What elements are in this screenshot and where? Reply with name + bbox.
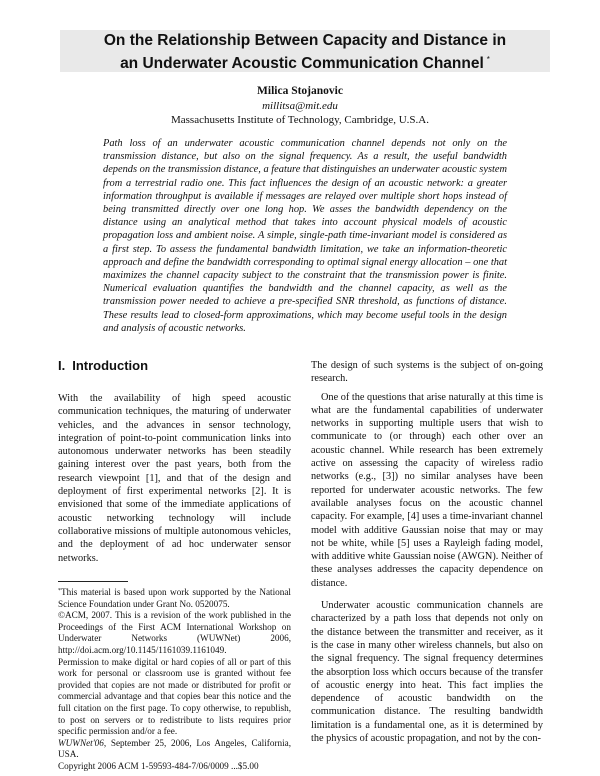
title-line-2: an Underwater Acoustic Communication Channel bbox=[120, 54, 484, 72]
intro-paragraph-continued: The design of such systems is the subject of on-going research. bbox=[311, 360, 543, 385]
footnote-rule bbox=[58, 581, 128, 582]
section-title: Introduction bbox=[72, 358, 149, 373]
section-heading bbox=[58, 358, 148, 373]
footnote-venue: WUWNet'06, September 25, 2006, Los Angeles, California, USA. bbox=[58, 737, 291, 760]
footnote-copyright: Copyright 2006 ACM 1-59593-484-7/06/0009 ...$5.00 bbox=[58, 760, 259, 771]
section-number: I. bbox=[58, 358, 66, 373]
author-name: Milica Stojanovic bbox=[257, 85, 343, 97]
title-footnote-mark: * bbox=[486, 54, 490, 64]
footnote-support: *This material is based upon work supported by the National Science Foundation under Grant No. 0520075. bbox=[58, 587, 291, 609]
author-email: millitsa@mit.edu bbox=[262, 100, 338, 112]
left-column bbox=[58, 392, 291, 565]
footnotes bbox=[58, 586, 291, 773]
footnote-revision: ©ACM, 2007. This is a revision of the work published in the Proceedings of the First ACM International Workshop on Underwater Networks (WUWNet) 2006, http://doi.acm.org/10.1145/1161039.1161049. bbox=[58, 610, 291, 655]
footnote-permission: Permission to make digital or hard copies of all or part of this work for personal or classroom use is granted without fee provided that copies are not made or distributed for profit or commercial advantage and that copies bear this notice and the full citation on the first page. To copy otherwise, to republish, to post on servers or to redistribute to lists requires prior specific permission and/or a fee. bbox=[58, 656, 291, 737]
abstract: Path loss of an underwater acoustic communication channel depends not only on the transmission distance, but also on the signal frequency. As a result, the useful bandwidth depends on the transmission distance, a feature that distinguishes an underwater acoustic system from a terrestrial radio one. This fact influences the design of an acoustic network: a greater information throughput is available if messages are relayed over multiple short hops instead of being transmitted directly over one long hop. We asses the bandwidth dependency on the distance using an analytical method that takes into account physical models of acoustic propagation loss and ambient noise. A simple, single-path time-invariant model is considered as a first step. To assess the fundamental bandwidth limitation, we take an information-theoretic approach and define the bandwidth corresponding to optimal signal energy allocation – one that maximizes the channel capacity subject to the constraint that the transmission power is finite. Numerical evaluation quantifies the bandwidth and the channel capacity, as well as the transmission power needed to achieve a pre-specified SNR threshold, as functions of distance. These results lead to closed-form approximations, which may become useful tools in the design and analysis of acoustic networks. bbox=[103, 138, 507, 334]
author-affiliation: Massachusetts Institute of Technology, Cambridge, U.S.A. bbox=[170, 114, 429, 126]
footnote-mark: * bbox=[58, 588, 61, 594]
paper-title bbox=[60, 32, 550, 73]
intro-paragraph-2: One of the questions that arise naturally at this time is what are the fundamental capabilities of underwater networks in supporting multiple users that wish to communicate to (or through) each other over an acoustic channel. While research has been extremely active on assessing the capacity of wireless radio networks (e.g., [3]) no similar analyses have been reported for underwater acoustic networks. The few available analyses focus on the acoustic channel capacity. For example, [4] uses a time-invariant channel model with additive Gaussian noise that may or may not be white, while [5] uses a Rayleigh fading model, with additive white Gaussian noise (AWGN). Neither of these analyses addresses the capacity dependence on distance. bbox=[311, 391, 543, 589]
intro-paragraph-3: Underwater acoustic communication channels are characterized by a path loss that depends not only on the distance between the transmitter and receiver, as it is the case in many other wireless channels, but also on the signal frequency. The signal frequency determines the absorption loss which occurs because of the transfer of acoustic energy into heat. This fact implies the dependence of acoustic bandwidth on the communication distance. The resulting bandwidth limitation is a fundamental one, as it is determined by the physics of acoustic propagation, and not by the con- bbox=[311, 600, 543, 745]
title-line-1: On the Relationship Between Capacity and Distance in bbox=[103, 32, 507, 49]
right-column bbox=[311, 359, 543, 745]
intro-paragraph-1: With the availability of high speed acoustic communication techniques, the maturing of underwater vehicles, and the advances in sensor technology, integration of point-to-point communication links into autonomous underwater networks has been steadily gaining interest over the past years, both from the research viewpoint [1], and that of the design and deployment of first experimental networks [2]. It is envisioned that some of the immediate applications of acoustic networking technology will include collaborative missions of multiple autonomous vehicles, and the deployment of ad hoc underwater sensor networks. bbox=[58, 393, 291, 564]
